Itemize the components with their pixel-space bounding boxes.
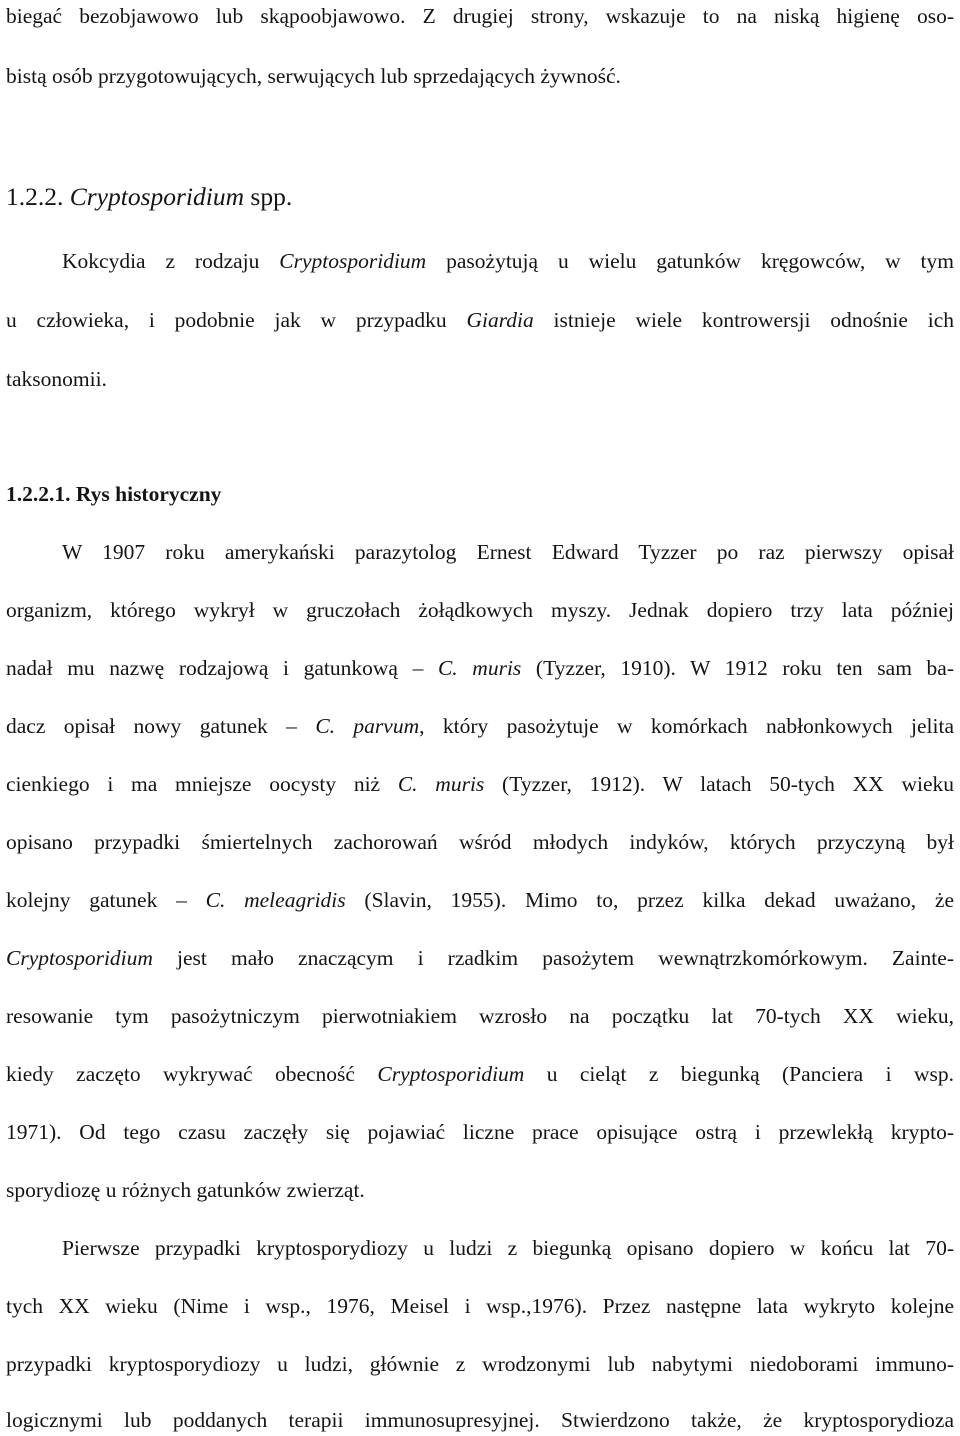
text-segment: 1971). Od tego czasu zaczęły się pojawiać liczne prace opisujące ostrą i przewlekłą krypto- [6,1120,954,1144]
text-line [6,595,954,625]
text-line [6,1,954,31]
text-segment: opisano przypadki śmiertelnych zachorowań wśród młodych indyków, których przyczyną był [6,830,954,854]
text-segment: sporydiozę u różnych gatunków zwierząt. [6,1178,365,1202]
text-segment: , który pasożytuje w komórkach nabłonkowych jelita [419,714,955,738]
text-line [6,364,954,394]
text-segment: spp. [244,182,293,211]
text-line [6,769,954,799]
subsection-heading [6,479,954,509]
text-line [6,1175,954,1205]
text-line [6,1117,954,1147]
text-segment: jest mało znaczącym i rzadkim pasożytem wewnątrzkomórkowym. Zainte- [152,946,954,970]
text-line [62,537,954,567]
italic-term: C. muris [437,656,522,680]
text-line [6,885,954,915]
text-line [6,1059,954,1089]
text-line [6,1291,954,1321]
text-segment: resowanie tym pasożytniczym pierwotniakiem wzrosło na początku lat 70-tych XX wieku, [6,1004,954,1028]
text-segment: (Tyzzer, 1912). W latach 50-tych XX wieku [484,772,954,796]
text-segment: taksonomii. [6,367,107,391]
text-segment: (Tyzzer, 1910). W 1912 roku ten sam ba- [521,656,954,680]
text-segment: nadał mu nazwę rodzajową i gatunkową – [6,656,438,680]
text-segment: kolejny gatunek – [6,888,206,912]
italic-term: Cryptosporidium [6,946,153,970]
text-segment: Kokcydia z rodzaju [62,249,280,273]
text-segment: kiedy zaczęto wykrywać obecność [6,1062,378,1086]
text-segment: logicznymi lub poddanych terapii immunosupresyjnej. Stwierdzono także, że kryptosporydioza [6,1408,954,1432]
text-line [6,305,954,335]
text-segment: organizm, którego wykrył w gruczołach żołądkowych myszy. Jednak dopiero trzy lata później [6,598,954,622]
text-segment: biegać bezobjawowo lub skąpoobjawowo. Z drugiej strony, wskazuje to na niską higienę oso- [6,4,954,28]
text-segment: W 1907 roku amerykański parazytolog Ernest Edward Tyzzer po raz pierwszy opisał [62,540,954,564]
text-line [6,653,954,683]
italic-term: Cryptosporidium [69,182,245,211]
text-segment: 1.2.2.1. Rys historyczny [6,482,222,506]
text-segment: u człowieka, i podobnie jak w przypadku [6,308,467,332]
text-segment: dacz opisał nowy gatunek – [6,714,316,738]
text-line [6,711,954,741]
italic-term: C. meleagridis [205,888,346,912]
text-line [6,1349,954,1379]
italic-term: Cryptosporidium [279,249,427,273]
italic-term: C. parvum [315,714,420,738]
text-segment: 1.2.2. [6,182,70,211]
text-segment: pasożytują u wielu gatunków kręgowców, w tym [426,249,954,273]
text-segment: Pierwsze przypadki kryptosporydiozy u ludzi z biegunką opisano dopiero w końcu lat 70- [62,1236,954,1260]
text-segment: (Slavin, 1955). Mimo to, przez kilka dekad uważano, że [345,888,955,912]
text-segment: istnieje wiele kontrowersji odnośnie ich [533,308,955,332]
text-line [6,1001,954,1031]
text-segment: u cieląt z biegunką (Panciera i wsp. [524,1062,954,1086]
text-segment: przypadki kryptosporydiozy u ludzi, głównie z wrodzonymi lub nabytymi niedoborami immuno- [6,1352,954,1376]
italic-term: C. muris [397,772,485,796]
text-line [6,61,954,91]
text-line [6,827,954,857]
italic-term: Cryptosporidium [377,1062,525,1086]
section-heading [6,180,954,214]
text-segment: tych XX wieku (Nime i wsp., 1976, Meisel i wsp.,1976). Przez następne lata wykryto kolejne [6,1294,954,1318]
italic-term: Giardia [466,308,534,332]
text-segment: bistą osób przygotowujących, serwujących lub sprzedających żywność. [6,64,621,88]
text-line [62,1233,954,1263]
text-line [6,1405,954,1435]
text-line [6,943,954,973]
text-line [62,246,954,276]
text-segment: cienkiego i ma mniejsze oocysty niż [6,772,398,796]
